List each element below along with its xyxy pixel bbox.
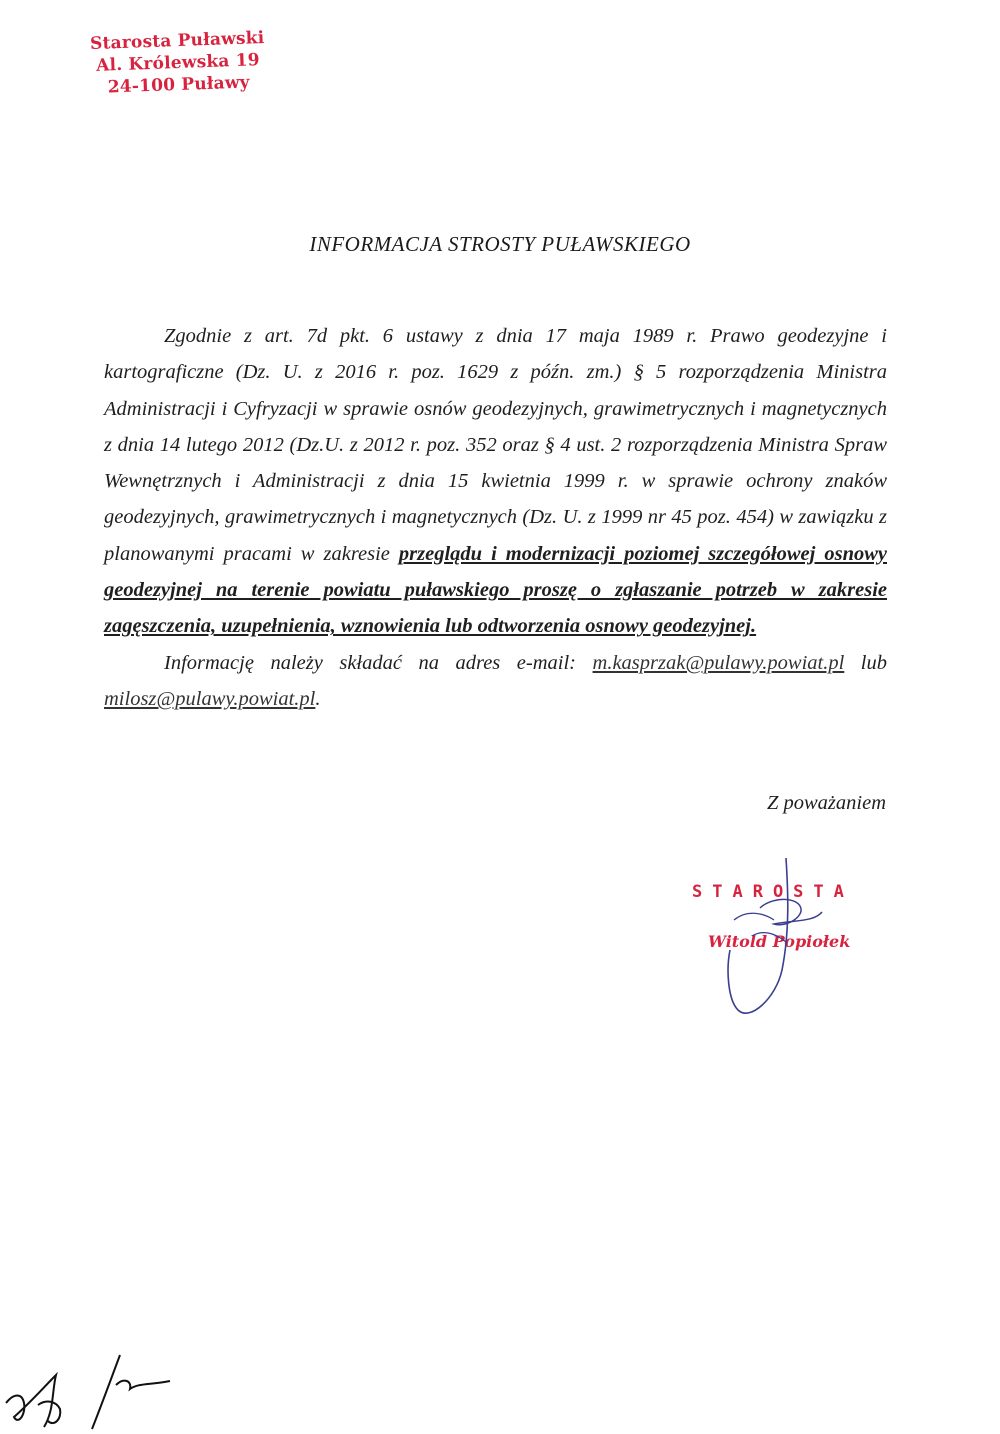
document-title: INFORMACJA STROSTY PUŁAWSKIEGO	[309, 232, 691, 256]
document-body	[104, 318, 887, 717]
stamp-line-street: Al. Królewska 19	[95, 50, 261, 76]
contact-suffix: .	[315, 687, 321, 710]
contact-middle: lub	[844, 651, 887, 674]
starosta-stamp-title: STAROSTA	[692, 882, 854, 902]
email-link-kasprzak[interactable]: m.kasprzak@pulawy.powiat.pl	[592, 651, 845, 674]
contact-prefix: Informację należy składać na adres e-mail:	[164, 651, 593, 674]
stamp-line-city: 24-100 Puławy	[107, 72, 251, 98]
paragraph-emphasis: przeglądu i modernizacji poziomej szczegółowej osnowy geodezyjnej na terenie powiatu puławskiego proszę o zgłaszanie potrzeb w zakresie zagęszczenia, uzupełnienia, wznowienia lub odtworzenia osnowy geodezyjnej.	[104, 542, 887, 638]
starosta-stamp-name: Witold Popiołek	[708, 932, 851, 951]
handwritten-signature	[690, 850, 840, 1025]
paragraph-legal-basis	[104, 318, 887, 645]
handwritten-initials	[0, 1345, 190, 1434]
email-link-milosz[interactable]: milosz@pulawy.powiat.pl	[104, 687, 316, 710]
paragraph-contact	[104, 645, 887, 718]
closing-phrase: Z poważaniem	[766, 792, 886, 814]
paragraph-legal-text: Zgodnie z art. 7d pkt. 6 ustawy z dnia 17 maja 1989 r. Prawo geodezyjne i kartograficzne (Dz. U. z 2016 r. poz. 1629 z późn. zm.) § 5 rozporządzenia Ministra Administracji i Cyfryzacji w sprawie osnów geodezyjnych, grawimetrycznych i magnetycznych z dnia 14 lutego 2012 (Dz.U. z 2012 r. poz. 352 oraz § 4 ust. 2 rozporządzenia Ministra Spraw Wewnętrznych i Administracji z dnia 15 kwietnia 1999 r. w sprawie ochrony znaków geodezyjnych, grawimetrycznych i magnetycznych (Dz. U. z 1999 nr 45 poz. 454) w zawiązku z planowanymi pracami w zakresie	[104, 325, 887, 565]
address-stamp	[87, 27, 269, 99]
stamp-line-office: Starosta Puławski	[89, 27, 265, 55]
